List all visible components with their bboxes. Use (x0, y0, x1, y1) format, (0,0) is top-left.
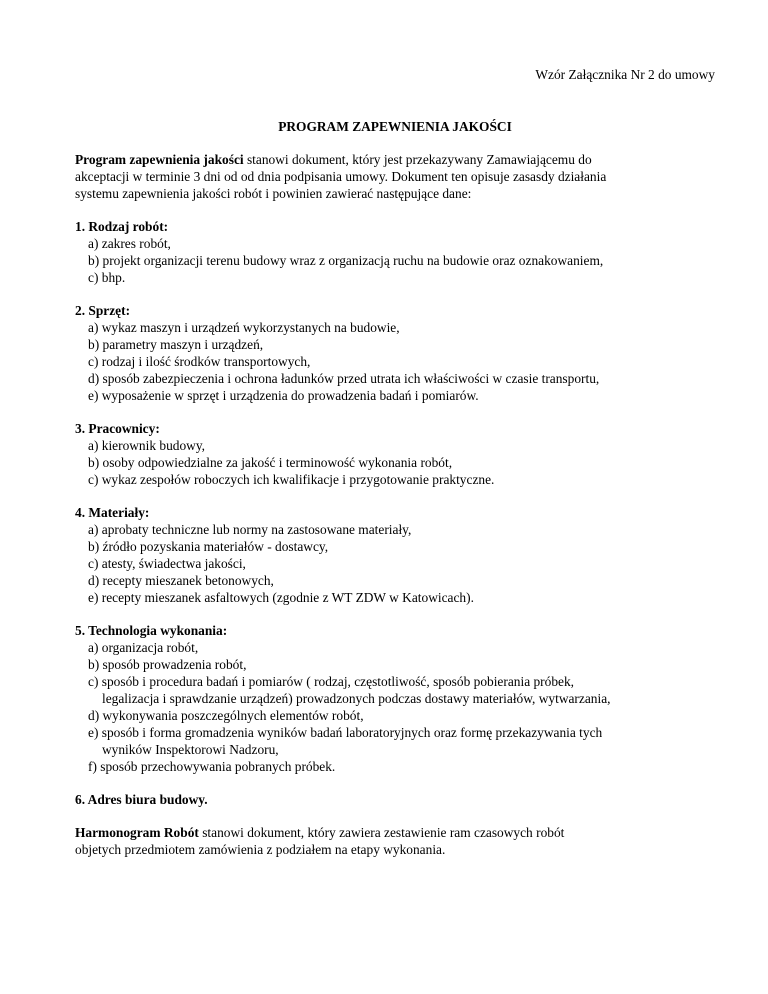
list-item: e) recepty mieszanek asfaltowych (zgodnie z WT ZDW w Katowicach). (88, 590, 474, 605)
section-heading: 6. Adres biura budowy. (75, 792, 208, 807)
list-item: b) źródło pozyskania materiałów - dostawcy, (88, 539, 329, 554)
section-heading: 2. Sprzęt: (75, 303, 131, 318)
list-item: f) sposób przechowywania pobranych próbek. (88, 759, 336, 774)
section-pracownicy (75, 420, 715, 488)
section-heading: 3. Pracownicy: (75, 421, 160, 436)
intro-paragraph (75, 151, 715, 202)
list-item: c) rodzaj i ilość środków transportowych, (88, 354, 311, 369)
list-item: c) atesty, świadectwa jakości, (88, 556, 246, 571)
list-item: a) wykaz maszyn i urządzeń wykorzystanych na budowie, (88, 320, 400, 335)
closing-bold-term: Harmonogram Robót (75, 825, 199, 840)
list-item (75, 673, 715, 707)
list-item: a) zakres robót, (88, 236, 171, 251)
section-items (75, 639, 715, 775)
intro-bold-term: Program zapewnienia jakości (75, 152, 244, 167)
list-item: d) wykonywania poszczególnych elementów robót, (88, 708, 364, 723)
closing-line (75, 824, 715, 841)
list-item: b) sposób prowadzenia robót, (88, 657, 247, 672)
intro-line: systemu zapewnienia jakości robót i powinien zawierać następujące dane: (75, 186, 472, 201)
list-item-continuation: wyników Inspektorowi Nadzoru, (102, 742, 279, 757)
section-adres-biura (75, 791, 715, 808)
closing-paragraph (75, 824, 715, 858)
document-body (75, 151, 715, 858)
list-item: c) wykaz zespołów roboczych ich kwalifikacje i przygotowanie praktyczne. (88, 472, 495, 487)
section-items (75, 437, 715, 488)
section-items (75, 235, 715, 286)
section-items (75, 319, 715, 404)
section-heading: 1. Rodzaj robót: (75, 219, 169, 234)
section-rodzaj-robot (75, 218, 715, 286)
list-item: a) aprobaty techniczne lub normy na zastosowane materiały, (88, 522, 412, 537)
intro-line (75, 151, 715, 168)
list-item (75, 724, 715, 758)
list-item: a) organizacja robót, (88, 640, 199, 655)
intro-line: akceptacji w terminie 3 dni od od dnia podpisania umowy. Dokument ten opisuje zasasdy działania (75, 169, 607, 184)
list-item: b) osoby odpowiedzialne za jakość i terminowość wykonania robót, (88, 455, 453, 470)
document-page (75, 0, 715, 994)
list-item: b) parametry maszyn i urządzeń, (88, 337, 264, 352)
document-title: PROGRAM ZAPEWNIENIA JAKOŚCI (278, 119, 512, 134)
list-item: d) recepty mieszanek betonowych, (88, 573, 274, 588)
section-heading: 4. Materiały: (75, 505, 150, 520)
attachment-note: Wzór Załącznika Nr 2 do umowy (535, 67, 715, 82)
section-sprzet (75, 302, 715, 404)
section-heading: 5. Technologia wykonania: (75, 623, 228, 638)
closing-line: objetych przedmiotem zamówienia z podziałem na etapy wykonania. (75, 842, 446, 857)
section-technologia-wykonania (75, 622, 715, 775)
list-item: b) projekt organizacji terenu budowy wraz z organizacją ruchu na budowie oraz oznakowaniem, (88, 253, 604, 268)
section-materialy (75, 504, 715, 606)
list-item: a) kierownik budowy, (88, 438, 206, 453)
section-items (75, 521, 715, 606)
list-item-line: e) sposób i forma gromadzenia wyników badań laboratoryjnych oraz formę przekazywania tych (88, 725, 603, 740)
list-item: c) bhp. (88, 270, 126, 285)
closing-line-text: stanowi dokument, który zawiera zestawienie ram czasowych robót (198, 825, 565, 840)
list-item: e) wyposażenie w sprzęt i urządzenia do prowadzenia badań i pomiarów. (88, 388, 479, 403)
list-item: d) sposób zabezpieczenia i ochrona ładunków przed utrata ich właściwości w czasie transportu, (88, 371, 600, 386)
list-item-continuation: legalizacja i sprawdzanie urządzeń) prowadzonych podczas dostawy materiałów, wytwarzania, (102, 691, 611, 706)
intro-line-text: stanowi dokument, który jest przekazywany Zamawiającemu do (243, 152, 592, 167)
list-item-line: c) sposób i procedura badań i pomiarów ( rodzaj, częstotliwość, sposób pobierania próbek, (88, 674, 575, 689)
